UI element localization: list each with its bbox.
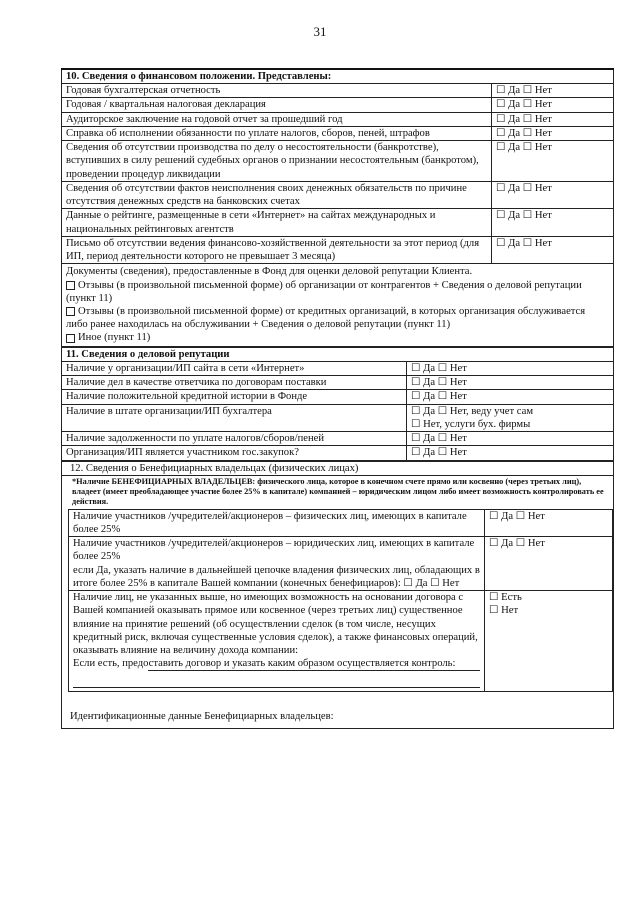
checkbox-icon[interactable] (66, 334, 75, 343)
page-number: 31 (313, 24, 327, 39)
table-row: Наличие участников /учредителей/акционеров – физических лиц, имеющих в капитале более 25% ☐ Да ☐ Нет (69, 509, 613, 536)
table-row: Данные о рейтинге, размещенные в сети «Интернет» на сайтах международных и национальных рейтинговых агентств ☐ Да ☐ Нет (62, 209, 614, 236)
yes-no-checkbox[interactable]: ☐ Да ☐ Нет (492, 209, 614, 236)
table-row: Наличие задолженности по уплате налогов/сборов/пеней ☐ Да ☐ Нет (62, 432, 614, 446)
section-11-title: 11. Сведения о деловой репутации (62, 347, 614, 361)
table-row: Письмо об отсутствии ведения финансово-хозяйственной деятельности за этот период (для ИП, период деятельности которого не превышает 3 месяца) ☐ Да ☐ Нет (62, 236, 614, 263)
list-item[interactable]: Отзывы (в произвольной письменной форме) от кредитных организаций, в которых организация обслуживается либо ранее находилась на обслуживании + Сведения о деловой репутации (пункт 11) (66, 305, 586, 331)
yes-no-checkbox[interactable]: ☐ Да ☐ Нет (492, 84, 614, 98)
yes-no-checkbox[interactable]: ☐ Да ☐ Нет (407, 376, 614, 390)
table-row: Сведения об отсутствии производства по делу о несостоятельности (банкротстве), вступивших в силу решений судебных органов о признании несостоятельным (банкротом), проведении процедур ликвидации ☐ Да ☐ Нет (62, 141, 614, 182)
yes-no-checkbox[interactable]: ☐ Да ☐ Нет (492, 126, 614, 140)
table-row: Наличие участников /учредителей/акционеров – юридических лиц, имеющих в капитале более 25% если Да, указать наличие в дальнейшей цепочке владения физических лиц, обладающих в итоге более 25% в капитале Вашей компании (конечных бенефициаров): ☐ Да ☐ Нет ☐ Да ☐ Нет (69, 537, 613, 591)
table-row: Наличие положительной кредитной истории в Фонде ☐ Да ☐ Нет (62, 390, 614, 404)
yes-no-checkbox[interactable]: ☐ Да ☐ Нет (492, 112, 614, 126)
section-12-title: 12. Сведения о Бенефициарных владельцах (физических лицах) (62, 461, 614, 475)
beneficiary-id-label: Идентификационные данные Бенефициарных владельцев: (70, 711, 334, 723)
accountant-options[interactable]: ☐ Да ☐ Нет, веду учет сам ☐ Нет, услуги бух. фирмы (407, 404, 614, 431)
yes-no-checkbox[interactable]: ☐ Да ☐ Нет (485, 537, 613, 591)
table-row: Организация/ИП является участником гос.закупок? ☐ Да ☐ Нет (62, 446, 614, 460)
section-10-table (61, 68, 614, 264)
yes-no-checkbox[interactable]: ☐ Да ☐ Нет (407, 432, 614, 446)
yes-no-checkbox[interactable]: ☐ Да ☐ Нет (407, 390, 614, 404)
documents-intro: Документы (сведения), предоставленные в Фонд для оценки деловой репутации Клиента. (66, 266, 473, 278)
yes-no-checkbox[interactable]: ☐ Да ☐ Нет (492, 236, 614, 263)
section-11-table (61, 347, 614, 461)
beneficiary-note: *Наличие БЕНЕФИЦИАРНЫХ ВЛАДЕЛЬЦЕВ: физического лица, которое в конечном счете прямо или косвенно (через третьих лиц), владеет (имеет преобладающее участие более 25% в капитале) компанией – юридическим лицом либо имеет возможность контролировать ее действия. (61, 476, 614, 509)
table-row: Годовая бухгалтерская отчетность ☐ Да ☐ Нет (62, 84, 614, 98)
table-row: Сведения об отсутствии фактов неисполнения своих денежных обязательств по причине отсутствия денежных средств на банковских счетах ☐ Да ☐ Нет (62, 181, 614, 208)
checkbox-icon[interactable] (66, 281, 75, 290)
yes-no-checkbox[interactable]: ☐ Да ☐ Нет (492, 141, 614, 182)
checkbox-icon[interactable] (66, 307, 75, 316)
section-12-body (61, 509, 614, 729)
list-item[interactable]: Иное (пункт 11) (66, 331, 609, 344)
has-influence-options[interactable]: ☐ Есть ☐ Нет (485, 591, 613, 692)
table-row: Годовая / квартальная налоговая декларация ☐ Да ☐ Нет (62, 98, 614, 112)
yes-no-checkbox[interactable]: ☐ Да ☐ Нет (492, 181, 614, 208)
table-row: Аудиторское заключение на годовой отчет за прошедший год ☐ Да ☐ Нет (62, 112, 614, 126)
list-item[interactable]: Отзывы (в произвольной письменной форме) об организации от контрагентов + Сведения о деловой репутации (пункт 11) (66, 279, 582, 304)
documents-block (61, 264, 614, 346)
table-row: Наличие лиц, не указанных выше, но имеющих возможность на основании договора с Вашей компанией оказывать прямое или косвенное (через третьих лиц) существенное влияние на принятие решений (об осуществлении сделок (в том числе, несущих кредитный риск, включая существенные условия сделок), а также финансовых операций, оказывать влияние на величину дохода компании: Если есть, предоставить договор и указать каким образом осуществляется контроль: ☐ Есть ☐ Нет (69, 591, 613, 692)
table-row: Наличие у организации/ИП сайта в сети «Интернет» ☐ Да ☐ Нет (62, 361, 614, 375)
form-page (61, 68, 614, 729)
yes-no-checkbox[interactable]: ☐ Да ☐ Нет (407, 361, 614, 375)
section-12-table (68, 509, 613, 693)
table-row: Наличие в штате организации/ИП бухгалтера ☐ Да ☐ Нет, веду учет сам ☐ Нет, услуги бух. фирмы (62, 404, 614, 431)
yes-no-checkbox[interactable]: ☐ Да ☐ Нет (485, 509, 613, 536)
table-row: Справка об исполнении обязанности по уплате налогов, сборов, пеней, штрафов ☐ Да ☐ Нет (62, 126, 614, 140)
table-row: Наличие дел в качестве ответчика по договорам поставки ☐ Да ☐ Нет (62, 376, 614, 390)
yes-no-checkbox[interactable]: ☐ Да ☐ Нет (492, 98, 614, 112)
control-input-line-2[interactable] (73, 675, 480, 688)
yes-no-checkbox[interactable]: ☐ Да ☐ Нет (407, 446, 614, 460)
section-10-title: 10. Сведения о финансовом положении. Представлены: (62, 69, 614, 84)
section-12-title-table (61, 461, 614, 476)
